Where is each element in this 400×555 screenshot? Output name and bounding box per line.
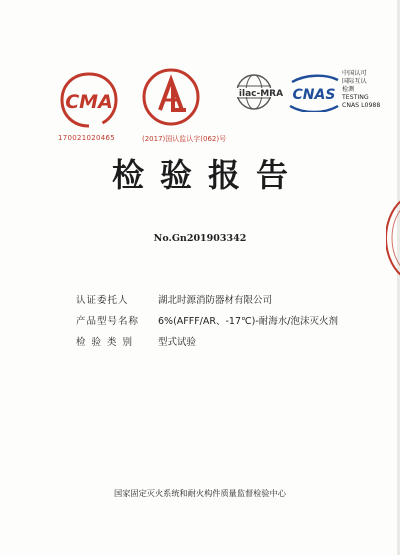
report-number: No.Gn201903342 [153,233,247,244]
test-type-label: 检验类别 [76,336,139,348]
cnas-line: TESTING [342,94,369,101]
client-label: 认证委托人 [76,294,129,306]
issuing-organization: 国家固定灭火系统和耐火构件质量监督检验中心 [114,488,286,498]
info-row-product [76,309,338,330]
cnas-logo-icon [288,74,340,112]
product-value: 6%(AFFF/AR、-17℃)-耐海水/泡沫灭火剂 [158,315,338,327]
official-seal-icon [386,198,400,278]
cnas-accreditation-text [342,70,380,110]
info-row-client [76,288,338,309]
svg-text:CMA: CMA [65,91,113,113]
ilac-mra-logo-icon [232,72,288,112]
cnas-line: 中国认可 [342,70,367,77]
cal-logo-icon [140,66,202,128]
cnas-line: 国际互认 [342,78,367,85]
test-type-value: 型式试验 [158,336,197,348]
cal-caption: (2017)国认监认字(062)号 [142,135,227,143]
product-label: 产品型号名称 [76,315,140,327]
cnas-line: CNAS L0988 [342,102,381,109]
svg-text:CNAS: CNAS [292,87,336,103]
client-value: 湖北时源消防器材有限公司 [158,294,273,306]
info-row-test-type [76,330,338,351]
cma-caption: 170021020465 [58,134,116,142]
cnas-line: 检测 [342,86,355,93]
cma-logo-icon [58,70,120,130]
svg-text:ilac-MRA: ilac-MRA [238,89,284,99]
page-title: 检验报告 [111,156,304,194]
report-info-table [76,288,338,351]
